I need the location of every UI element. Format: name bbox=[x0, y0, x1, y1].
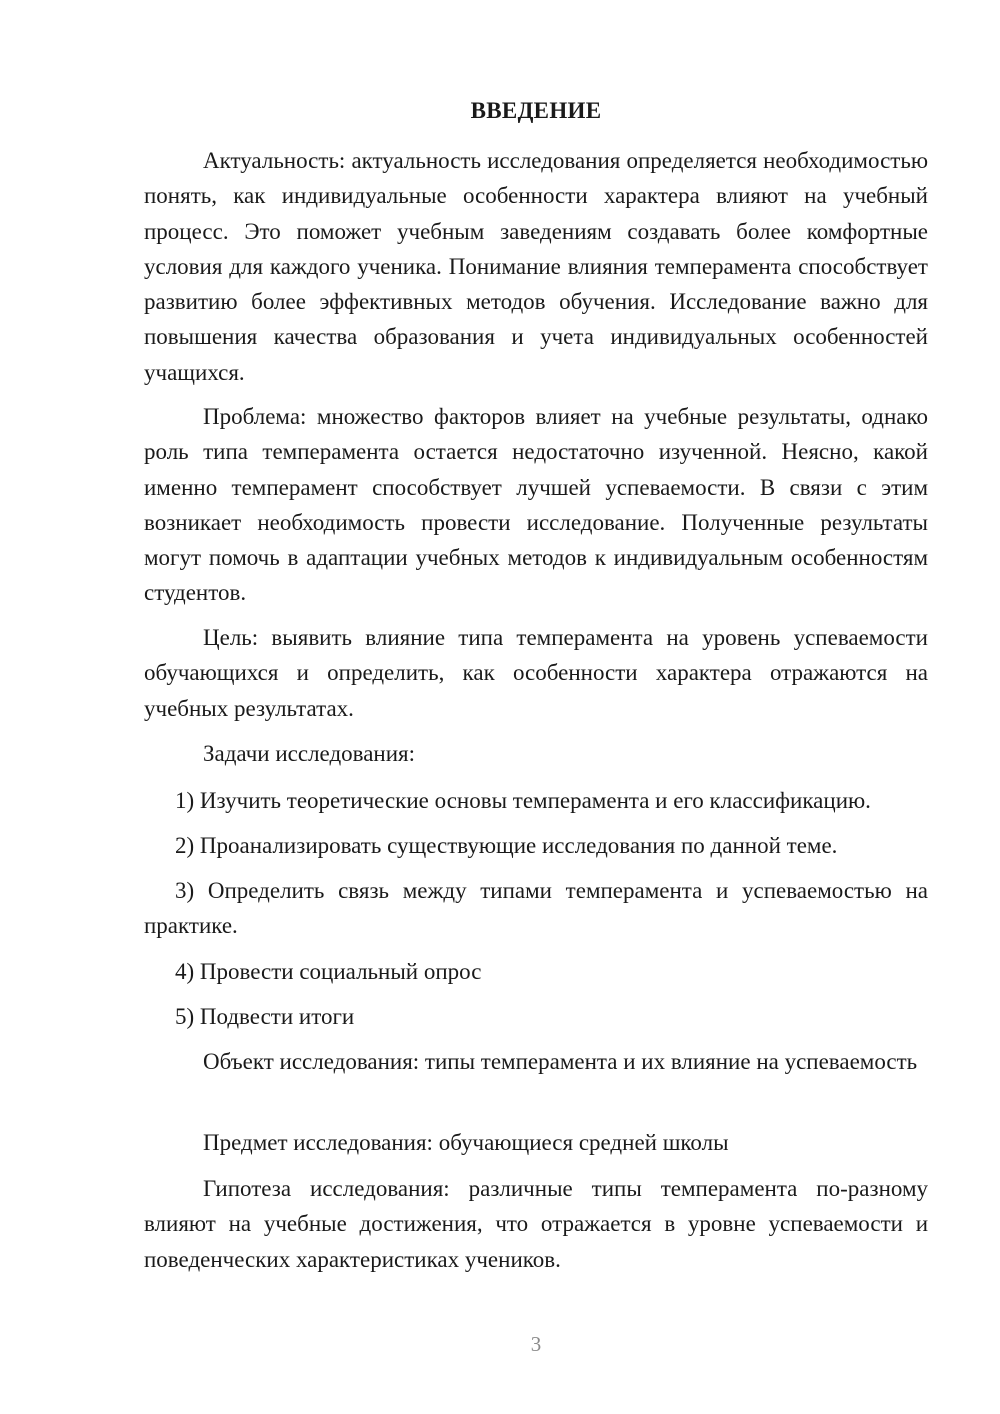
task-item: 2) Проанализировать существующие исследования по данной теме. bbox=[175, 833, 838, 858]
hypothesis-paragraph-block bbox=[144, 1171, 928, 1277]
tasks-heading-block bbox=[144, 736, 928, 771]
subject-paragraph-block bbox=[144, 1125, 928, 1160]
task-item: 5) Подвести итоги bbox=[175, 1004, 355, 1029]
task-item: 4) Провести социальный опрос bbox=[175, 959, 482, 984]
problem-paragraph: Проблема: множество факторов влияет на учебные результаты, однако роль типа темперамента остается недостаточно изученной. Неясно, какой именно темперамент способствует лучшей успеваемости. В связи с этим возникает необходимость провести исследование. Полученные результаты могут помочь в адаптации учебных методов к индивидуальным особенностям студентов. bbox=[144, 404, 928, 606]
task-item: 1) Изучить теоретические основы темперамента и его классификацию. bbox=[175, 788, 871, 813]
relevance-paragraph: Актуальность: актуальность исследования определяется необходимостью понять, как индивидуальные особенности характера влияют на учебный процесс. Это поможет учебным заведениям создавать более комфортные условия для каждого ученика. Понимание влияния темперамента способствует развитию более эффективных методов обучения. Исследование важно для повышения качества образования и учета индивидуальных особенностей учащихся. bbox=[144, 148, 928, 385]
section-title: ВВЕДЕНИЕ bbox=[470, 98, 602, 123]
tasks-heading: Задачи исследования: bbox=[203, 741, 416, 766]
object-paragraph-block bbox=[144, 1044, 928, 1079]
problem-paragraph-block bbox=[144, 399, 928, 611]
task-item-3-block bbox=[144, 873, 928, 944]
subject-paragraph: Предмет исследования: обучающиеся средней школы bbox=[203, 1130, 729, 1155]
task-item-4-block bbox=[144, 954, 928, 989]
task-item: 3) Определить связь между типами темперамента и успеваемостью на практике. bbox=[144, 878, 928, 939]
relevance-paragraph-block bbox=[144, 143, 928, 390]
task-item-5-block bbox=[144, 999, 928, 1034]
object-paragraph: Объект исследования: типы темперамента и их влияние на успеваемость bbox=[203, 1049, 918, 1074]
task-item-1-block bbox=[144, 783, 928, 818]
goal-paragraph: Цель: выявить влияние типа темперамента на уровень успеваемости обучающихся и определить, как особенности характера отражаются на учебных результатах. bbox=[144, 625, 928, 721]
page-number: 3 bbox=[530, 1332, 542, 1356]
hypothesis-paragraph: Гипотеза исследования: различные типы темперамента по-разному влияют на учебные достижения, что отражается в уровне успеваемости и поведенческих характеристиках учеников. bbox=[144, 1176, 928, 1272]
task-item-2-block bbox=[144, 828, 928, 863]
goal-paragraph-block bbox=[144, 620, 928, 726]
